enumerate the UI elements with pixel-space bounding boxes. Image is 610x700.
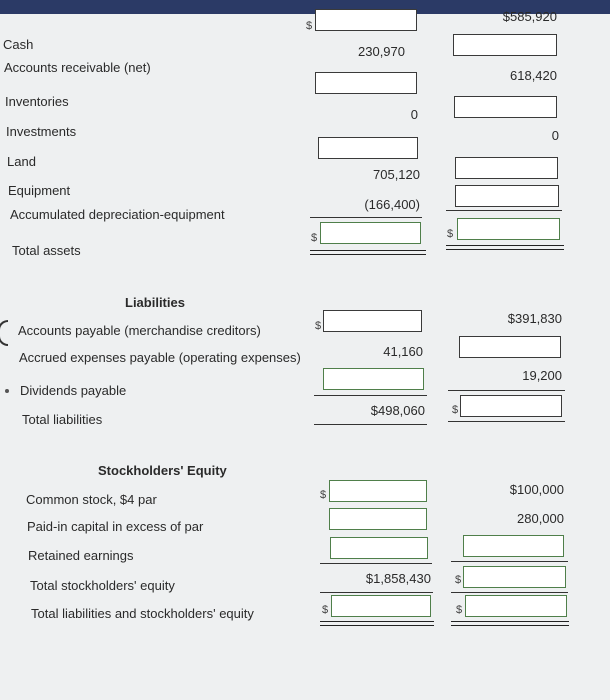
subtotal-rule bbox=[448, 421, 565, 422]
double-underline bbox=[451, 621, 569, 626]
common-stock-label: Common stock, $4 par bbox=[26, 492, 157, 507]
cash-label: Cash bbox=[3, 37, 34, 52]
common-stock-col2-value: $100,000 bbox=[509, 482, 564, 497]
double-underline bbox=[446, 245, 564, 250]
dollar-sign: $ bbox=[456, 604, 463, 616]
subtotal-rule bbox=[314, 424, 427, 425]
retained-earnings-col1-input[interactable] bbox=[330, 537, 428, 559]
accounts-payable-label: Accounts payable (merchandise creditors) bbox=[18, 323, 261, 338]
total-liab-equity-label: Total liabilities and stockholders' equity bbox=[31, 606, 254, 621]
subtotal-rule bbox=[314, 395, 427, 396]
subtotal-rule bbox=[446, 210, 562, 211]
dividends-payable-col1-input[interactable] bbox=[323, 368, 424, 390]
total-liabilities-label: Total liabilities bbox=[22, 412, 103, 427]
inventories-col2-value: 618,420 bbox=[510, 68, 557, 83]
accounts-payable-col2-value: $391,830 bbox=[507, 311, 562, 326]
land-label: Land bbox=[7, 154, 36, 169]
accum-dep-col2-input[interactable] bbox=[455, 185, 559, 207]
accounts-receivable-col1-value: 230,970 bbox=[358, 44, 405, 59]
land-col2-value: 0 bbox=[551, 128, 559, 143]
total-equity-col2-input[interactable] bbox=[463, 566, 566, 588]
dollar-sign: $ bbox=[447, 228, 454, 240]
accum-dep-col1-value: (166,400) bbox=[364, 197, 420, 212]
equipment-col1-value: 705,120 bbox=[373, 167, 420, 182]
total-equity-label: Total stockholders' equity bbox=[30, 578, 175, 593]
subtotal-rule bbox=[310, 217, 422, 218]
total-assets-col2-input[interactable] bbox=[457, 218, 560, 240]
bracket-mark bbox=[0, 320, 8, 346]
land-col1-input[interactable] bbox=[318, 137, 418, 159]
double-underline bbox=[310, 250, 426, 255]
equipment-label: Equipment bbox=[8, 183, 71, 198]
accrued-expenses-col2-input[interactable] bbox=[459, 336, 561, 358]
total-liabilities-col1-value: $498,060 bbox=[370, 403, 425, 418]
subtotal-rule bbox=[320, 563, 432, 564]
inventories-label: Inventories bbox=[5, 94, 69, 109]
dollar-sign: $ bbox=[452, 404, 459, 416]
inventories-col1-input[interactable] bbox=[315, 72, 417, 94]
accounts-payable-col1-input[interactable] bbox=[323, 310, 422, 332]
investments-col1-value: 0 bbox=[410, 107, 418, 122]
accounts-receivable-col2-input[interactable] bbox=[453, 34, 557, 56]
investments-label: Investments bbox=[6, 124, 77, 139]
total-assets-col1-input[interactable] bbox=[320, 222, 421, 244]
investments-col2-input[interactable] bbox=[454, 96, 557, 118]
dollar-sign: $ bbox=[311, 232, 318, 244]
liabilities-heading: Liabilities bbox=[125, 295, 185, 310]
double-underline bbox=[320, 621, 434, 626]
dollar-sign: $ bbox=[322, 604, 329, 616]
equity-heading: Stockholders' Equity bbox=[98, 463, 227, 478]
retained-earnings-col2-input[interactable] bbox=[463, 535, 564, 557]
subtotal-rule bbox=[448, 390, 565, 391]
total-assets-label: Total assets bbox=[12, 243, 81, 258]
accrued-expenses-label: Accrued expenses payable (operating expenses) bbox=[19, 350, 301, 365]
total-equity-col1-value: $1,858,430 bbox=[365, 571, 431, 586]
dollar-sign: $ bbox=[320, 489, 327, 501]
dividends-payable-label: Dividends payable bbox=[20, 383, 127, 398]
paid-in-capital-col1-input[interactable] bbox=[329, 508, 427, 530]
total-liab-equity-col2-input[interactable] bbox=[465, 595, 567, 617]
accum-dep-label: Accumulated depreciation-equipment bbox=[10, 207, 225, 222]
cash-col1-input[interactable] bbox=[315, 9, 417, 31]
total-liabilities-col2-input[interactable] bbox=[460, 395, 562, 417]
paid-in-capital-col2-value: 280,000 bbox=[517, 511, 564, 526]
subtotal-rule bbox=[451, 561, 568, 562]
dollar-sign: $ bbox=[306, 20, 313, 32]
dividends-payable-col2-value: 19,200 bbox=[522, 368, 562, 383]
retained-earnings-label: Retained earnings bbox=[28, 548, 134, 563]
bullet-mark bbox=[5, 389, 9, 393]
subtotal-rule bbox=[451, 592, 568, 593]
dollar-sign: $ bbox=[315, 320, 322, 332]
cash-col2-value: $585,920 bbox=[502, 9, 557, 24]
dollar-sign: $ bbox=[455, 574, 462, 586]
equipment-col2-input[interactable] bbox=[455, 157, 558, 179]
subtotal-rule bbox=[320, 592, 433, 593]
accounts-receivable-label: Accounts receivable (net) bbox=[4, 60, 151, 75]
common-stock-col1-input[interactable] bbox=[329, 480, 427, 502]
paid-in-capital-label: Paid-in capital in excess of par bbox=[27, 519, 204, 534]
accrued-expenses-col1-value: 41,160 bbox=[383, 344, 423, 359]
total-liab-equity-col1-input[interactable] bbox=[331, 595, 431, 617]
